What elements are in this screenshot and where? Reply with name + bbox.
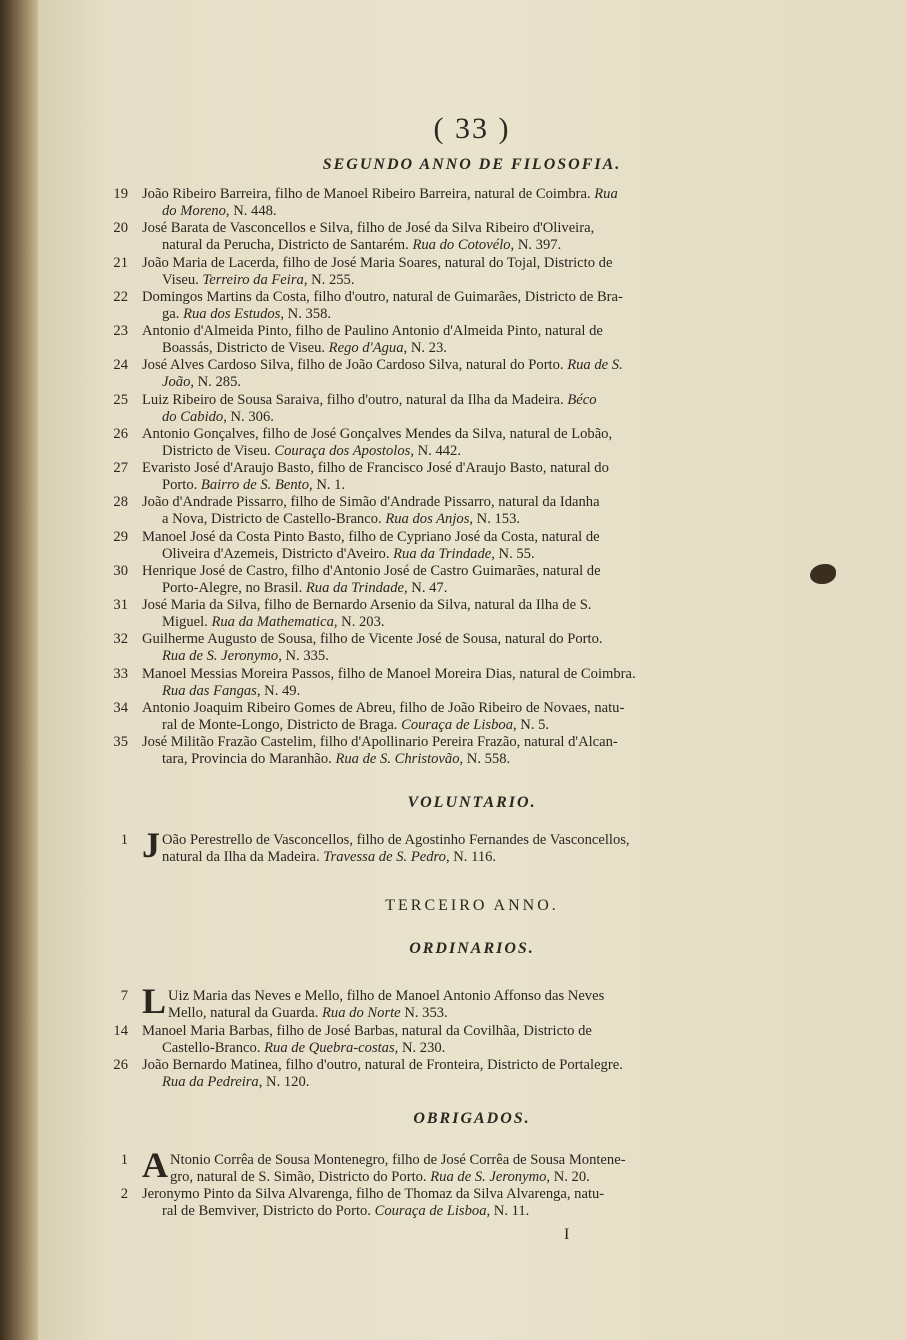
entry-line-2 <box>142 203 758 220</box>
entry-number: 1 <box>120 1152 128 1168</box>
entry-house-number: , N. 358. <box>280 305 332 322</box>
heading-obrigados: OBRIGADOS. <box>413 1110 531 1127</box>
entry-address: Couraça dos Apostolos <box>274 442 411 459</box>
entry-address: Couraça de Lisboa <box>374 1202 487 1219</box>
entry-house-number: , N. 203. <box>333 613 385 630</box>
entry-origin-text: Boassás, Districto de Viseu. <box>162 339 329 356</box>
entry-origin-text: ral de Bemviver, Districto do Porto. <box>162 1202 375 1219</box>
entry-text <box>142 563 758 596</box>
signature-mark: I <box>564 1226 570 1243</box>
entry-house-number: , N. 255. <box>303 271 355 288</box>
entry-line-1 <box>142 323 758 340</box>
entry-number: 35 <box>113 734 128 750</box>
entry-house-number: , N. 306. <box>223 408 274 425</box>
heading-ordinarios: ORDINARIOS. <box>409 940 535 957</box>
entry-address: Rua do Norte <box>322 1004 401 1021</box>
entry-line-1 <box>142 666 758 683</box>
entry-text <box>142 529 758 562</box>
drop-cap: L <box>142 981 167 1021</box>
entry-number: 21 <box>113 255 128 271</box>
entry-house-number: , N. 397. <box>510 236 562 253</box>
entry-number: 26 <box>113 426 128 442</box>
entry-line-1 <box>142 357 758 374</box>
entry-name-text: Luiz Ribeiro de Sousa Saraiva, filho d'outro, natural da Ilha da Madeira. <box>142 392 568 408</box>
entry-line-2 <box>142 648 758 665</box>
entry-line-2 <box>142 849 758 866</box>
entry-line-2 <box>142 717 758 734</box>
entry-origin-text: Porto. <box>162 476 201 493</box>
entry-origin-text: natural da Ilha da Madeira. <box>162 848 324 865</box>
entry-house-number: , N. 442. <box>410 442 462 459</box>
entry-name-text: João Bernardo Matinea, filho d'outro, natural de Fronteira, Districto de Portalegre. <box>142 1057 623 1073</box>
entry-address: do Cabido <box>162 408 224 425</box>
entry-text <box>142 357 758 390</box>
entry-number: 25 <box>113 392 128 408</box>
entry-name-text: José Militão Frazão Castelim, filho d'Apollinario Pereira Frazão, natural d'Alcan- <box>142 734 618 750</box>
entry-address: Rego d'Agua <box>328 339 404 356</box>
entry-number: 23 <box>113 323 128 339</box>
entry-origin-text: Districto de Viseu. <box>162 442 275 459</box>
entry-name-text: Guilherme Augusto de Sousa, filho de Vicente José de Sousa, natural do Porto. <box>142 631 603 647</box>
entry-address: Rua das Fangas <box>162 682 257 699</box>
entry-line-2 <box>142 546 758 563</box>
entry-origin-text: ral de Monte-Longo, Districto de Braga. <box>162 716 402 733</box>
entry-line-2 <box>142 511 758 528</box>
entry-number: 2 <box>120 1186 128 1202</box>
entry-address: Rua do Cotovélo <box>412 236 511 253</box>
entry-name-text: Uiz Maria das Neves e Mello, filho de Manoel Antonio Affonso das Neves <box>168 988 605 1004</box>
entry-line-2 <box>142 1169 758 1186</box>
entry-address: Travessa de S. Pedro <box>323 848 446 865</box>
entry-address-start: Rua <box>594 186 618 202</box>
entry-address-start: Béco <box>567 392 597 408</box>
entry-text <box>142 1023 758 1056</box>
entry-text <box>142 734 758 767</box>
entry-address: Rua de S. Jeronymo <box>430 1168 547 1185</box>
entry-address: João <box>162 373 191 390</box>
entry-text <box>142 494 758 527</box>
entry-line-2 <box>142 1074 758 1091</box>
entry-name-text: Domingos Martins da Costa, filho d'outro, natural de Guimarães, Districto de Bra- <box>142 289 623 305</box>
entry-line-1 <box>142 289 758 306</box>
entry-house-number: , N. 120. <box>258 1073 310 1090</box>
entry-text <box>142 1057 758 1090</box>
entry-line-2 <box>142 409 758 426</box>
entry-number: 31 <box>113 597 128 613</box>
entry-name-text: Antonio Joaquim Ribeiro Gomes de Abreu, filho de João Ribeiro de Novaes, natu- <box>142 700 625 716</box>
entry-name-text: Jeronymo Pinto da Silva Alvarenga, filho de Thomaz da Silva Alvarenga, natu- <box>142 1186 605 1202</box>
entry-name-text: Oão Perestrello de Vasconcellos, filho de Agostinho Fernandes de Vasconcellos, <box>162 832 630 848</box>
entry-name-text: Manoel Messias Moreira Passos, filho de Manoel Moreira Dias, natural de Coimbra. <box>142 666 636 682</box>
entry-line-1 <box>142 563 758 580</box>
entry-name-text: José Alves Cardoso Silva, filho de João Cardoso Silva, natural do Porto. <box>142 357 568 373</box>
entry-address: Rua da Pedreira <box>162 1073 259 1090</box>
entry-house-number: , N. 55. <box>491 545 535 562</box>
entry-text <box>142 597 758 630</box>
entry-name-text: Manoel Maria Barbas, filho de José Barbas, natural da Covilhãa, Districto de <box>142 1023 592 1039</box>
entry-origin-text: a Nova, Districto de Castello-Branco. <box>162 510 386 527</box>
entry-house-number: , N. 5. <box>513 716 550 733</box>
entry-text <box>142 631 758 664</box>
entry-origin-text: Castello-Branco. <box>162 1039 265 1056</box>
entry-line-2 <box>142 1040 758 1057</box>
entry-number: 26 <box>113 1057 128 1073</box>
entry-text <box>142 392 758 425</box>
entry-text <box>142 220 758 253</box>
entry-name-text: João Ribeiro Barreira, filho de Manoel Ribeiro Barreira, natural de Coimbra. <box>142 186 595 202</box>
entry-number: 20 <box>113 220 128 236</box>
entry-name-text: João Maria de Lacerda, filho de José Maria Soares, natural do Tojal, Districto de <box>142 255 613 271</box>
entry-number: 34 <box>113 700 128 716</box>
entry-origin-text: Oliveira d'Azemeis, Districto d'Aveiro. <box>162 545 394 562</box>
entry-origin-text: ga. <box>162 305 184 322</box>
entry-address: Rua da Mathematica <box>211 613 334 630</box>
entry-text <box>142 323 758 356</box>
entry-house-number: , N. 448. <box>225 202 277 219</box>
entry-address: Terreiro da Feira <box>202 271 304 288</box>
entry-number: 33 <box>113 666 128 682</box>
entry-address: Rua de S. Christovão <box>335 750 460 767</box>
entry-text <box>142 255 758 288</box>
entry-line-1 <box>142 700 758 717</box>
entry-house-number: , N. 20. <box>546 1168 590 1185</box>
entry-line-2 <box>142 374 758 391</box>
entry-name-text: Henrique José de Castro, filho d'Antonio José de Castro Guimarães, natural de <box>142 563 601 579</box>
entry-line-1 <box>142 1023 758 1040</box>
page-number: ( 33 ) <box>433 112 511 145</box>
entry-number: 7 <box>120 988 128 1004</box>
entry-line-1 <box>142 220 758 237</box>
entry-name-text: José Barata de Vasconcellos e Silva, filho de José da Silva Ribeiro d'Oliveira, <box>142 220 595 236</box>
entry-name-text: Antonio Gonçalves, filho de José Gonçalves Mendes da Silva, natural de Lobão, <box>142 426 613 442</box>
entry-line-2 <box>142 751 758 768</box>
entry-house-number: , N. 49. <box>256 682 301 699</box>
entry-address: Couraça de Lisboa <box>401 716 513 733</box>
entry-house-number: , N. 230. <box>394 1039 446 1056</box>
book-page <box>38 0 906 1340</box>
entry-address: Rua da Trindade <box>393 545 492 562</box>
entry-address: Rua de Quebra-costas <box>264 1039 395 1056</box>
entry-text <box>142 700 758 733</box>
entry-line-1 <box>142 988 758 1005</box>
entry-text <box>142 825 758 865</box>
entry-line-2 <box>142 683 758 700</box>
entry-line-1 <box>142 1057 758 1074</box>
entry-house-number: , N. 11. <box>486 1202 530 1219</box>
entry-line-1 <box>142 1186 758 1203</box>
entry-text <box>142 289 758 322</box>
entry-line-1 <box>142 832 758 849</box>
entry-origin-text: tara, Provincia do Maranhão. <box>162 750 336 767</box>
entry-address: Rua de S. Jeronymo <box>162 647 279 664</box>
entry-number: 1 <box>120 832 128 848</box>
entry-line-1 <box>142 460 758 477</box>
entry-text <box>142 186 758 219</box>
entry-line-2 <box>142 306 758 323</box>
entry-line-2 <box>142 1005 758 1022</box>
entry-name-text: João d'Andrade Pissarro, filho de Simão d'Andrade Pissarro, natural da Idanha <box>142 494 600 510</box>
entry-address: Rua dos Anjos <box>385 510 470 527</box>
entry-text <box>142 460 758 493</box>
entry-name-text: Manoel José da Costa Pinto Basto, filho de Cypriano José da Costa, natural de <box>142 529 600 545</box>
heading-voluntario: VOLUNTARIO. <box>407 794 537 811</box>
entry-house-number: , N. 153. <box>469 510 521 527</box>
entry-line-1 <box>142 186 758 203</box>
entry-house-number: , N. 285. <box>190 373 242 390</box>
entry-line-1 <box>142 392 758 409</box>
drop-cap: A <box>142 1145 168 1185</box>
entry-line-1 <box>142 734 758 751</box>
entry-number: 32 <box>113 631 128 647</box>
entry-house-number: , N. 47. <box>404 579 448 596</box>
entry-number: 22 <box>113 289 128 305</box>
entry-text <box>142 426 758 459</box>
entry-line-1 <box>142 529 758 546</box>
entry-origin-text: gro, natural de S. Simão, Districto do Porto. <box>170 1168 431 1185</box>
entry-line-2 <box>142 443 758 460</box>
entry-line-1 <box>142 597 758 614</box>
entry-name-text: Ntonio Corrêa de Sousa Montenegro, filho de José Corrêa de Sousa Montene- <box>170 1152 626 1168</box>
entry-text <box>142 981 758 1021</box>
entry-origin-text: natural da Perucha, Districto de Santarém. <box>162 236 413 253</box>
entry-address: Rua dos Estudos <box>183 305 281 322</box>
entry-origin-text: Porto-Alegre, no Brasil. <box>162 579 306 596</box>
entry-line-1 <box>142 426 758 443</box>
entry-text <box>142 666 758 699</box>
entry-line-1 <box>142 494 758 511</box>
heading-segundo-anno: SEGUNDO ANNO DE FILOSOFIA. <box>322 156 622 173</box>
entry-origin-text: Miguel. <box>162 613 212 630</box>
entry-name-text: José Maria da Silva, filho de Bernardo Arsenio da Silva, natural da Ilha de S. <box>142 597 592 613</box>
entry-line-2 <box>142 580 758 597</box>
entry-line-2 <box>142 477 758 494</box>
entry-number: 24 <box>113 357 128 373</box>
entry-line-2 <box>142 237 758 254</box>
entry-origin-text: Mello, natural da Guarda. <box>168 1004 323 1021</box>
entry-text <box>142 1186 758 1219</box>
entry-house-number: , N. 116. <box>445 848 497 865</box>
entry-house-number: N. 353. <box>400 1004 448 1021</box>
entry-house-number: , N. 558. <box>459 750 511 767</box>
entry-number: 19 <box>113 186 128 202</box>
entry-line-1 <box>142 631 758 648</box>
entry-name-text: Evaristo José d'Araujo Basto, filho de Francisco José d'Araujo Basto, natural do <box>142 460 609 476</box>
book-binding-edge <box>0 0 38 1340</box>
entry-address-start: Rua de S. <box>567 357 623 373</box>
entry-address: Rua da Trindade <box>305 579 404 596</box>
entry-line-2 <box>142 340 758 357</box>
entry-text <box>142 1145 758 1185</box>
entry-line-1 <box>142 1152 758 1169</box>
entry-house-number: , N. 1. <box>309 476 346 493</box>
entry-number: 30 <box>113 563 128 579</box>
entry-line-1 <box>142 255 758 272</box>
entry-line-2 <box>142 1203 758 1220</box>
entry-address: do Moreno <box>162 202 226 219</box>
entry-line-2 <box>142 272 758 289</box>
entry-line-2 <box>142 614 758 631</box>
drop-cap: J <box>142 825 160 865</box>
entry-number: 27 <box>113 460 128 476</box>
entry-name-text: Antonio d'Almeida Pinto, filho de Paulino Antonio d'Almeida Pinto, natural de <box>142 323 603 339</box>
entry-house-number: , N. 23. <box>403 339 447 356</box>
entry-number: 29 <box>113 529 128 545</box>
entry-house-number: , N. 335. <box>278 647 329 664</box>
ink-blot <box>810 564 836 584</box>
entry-origin-text: Viseu. <box>162 271 203 288</box>
heading-terceiro-anno: TERCEIRO ANNO. <box>385 897 559 914</box>
entry-number: 14 <box>113 1023 128 1039</box>
entry-number: 28 <box>113 494 128 510</box>
entry-address: Bairro de S. Bento <box>200 476 310 493</box>
